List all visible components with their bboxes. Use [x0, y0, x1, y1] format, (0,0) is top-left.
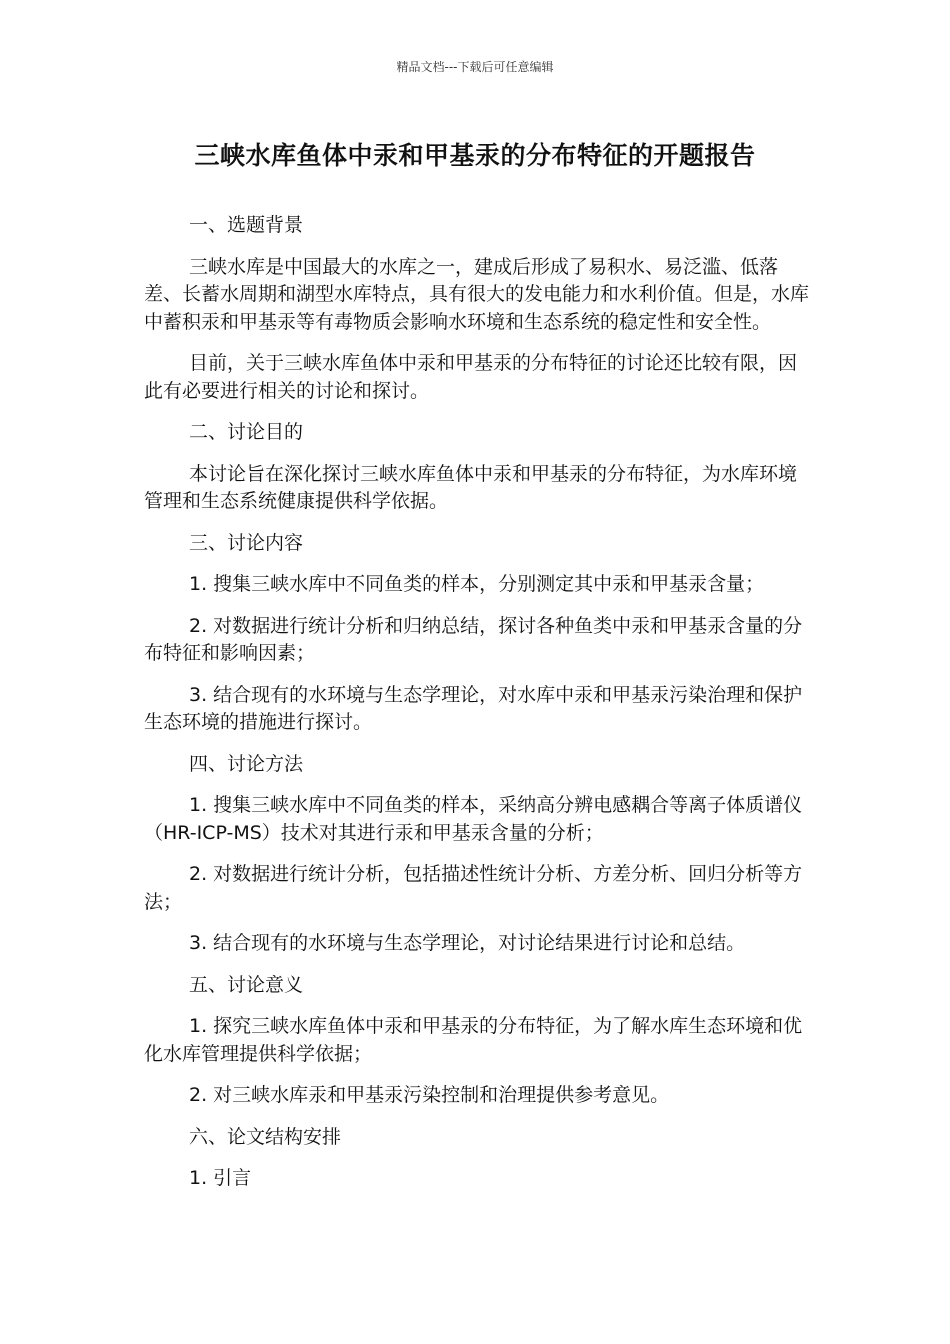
section-heading-background: 一、选题背景 [189, 214, 304, 236]
paragraph: 三峡水库是中国最大的水库之一，建成后形成了易积水、易泛滥、低落差、长蓄水周期和湖型水库特点，具有很大的发电能力和水利价值。但是，水库中蓄积汞和甲基汞等有毒物质会影响水环境和生态系统的稳定性和安全性。 [144, 255, 810, 333]
list-item: 1. 引言 [189, 1167, 252, 1189]
section-heading-significance: 五、讨论意义 [189, 973, 304, 996]
list-item: 1. 探究三峡水库鱼体中汞和甲基汞的分布特征，为了解水库生态环境和优化水库管理提供科学依据； [144, 1015, 803, 1065]
list-item: 1. 搜集三峡水库中不同鱼类的样本，采纳高分辨电感耦合等离子体质谱仪（HR-ICP-MS）技术对其进行汞和甲基汞含量的分析； [144, 794, 803, 844]
document-body [144, 212, 810, 1207]
paragraph: 本讨论旨在深化探讨三峡水库鱼体中汞和甲基汞的分布特征，为水库环境管理和生态系统健康提供科学依据。 [144, 462, 798, 512]
list-item: 2. 对数据进行统计分析和归纳总结，探讨各种鱼类中汞和甲基汞含量的分布特征和影响因素； [144, 614, 803, 664]
list-item: 2. 对数据进行统计分析，包括描述性统计分析、方差分析、回归分析等方法； [144, 863, 803, 913]
section-heading-purpose: 二、讨论目的 [189, 421, 304, 443]
section-heading-content: 三、讨论内容 [189, 531, 304, 554]
page-header: 精品文档---下载后可任意编辑 [396, 60, 554, 74]
list-item: 3. 结合现有的水环境与生态学理论，对讨论结果进行讨论和总结。 [189, 932, 746, 954]
section-heading-methods: 四、讨论方法 [189, 752, 304, 775]
list-item: 2. 对三峡水库汞和甲基汞污染控制和治理提供参考意见。 [189, 1084, 670, 1106]
section-heading-structure: 六、论文结构安排 [189, 1125, 342, 1148]
document-title: 三峡水库鱼体中汞和甲基汞的分布特征的开题报告 [194, 141, 756, 170]
list-item: 1. 搜集三峡水库中不同鱼类的样本，分别测定其中汞和甲基汞含量； [189, 573, 765, 595]
paragraph: 目前，关于三峡水库鱼体中汞和甲基汞的分布特征的讨论还比较有限，因此有必要进行相关的讨论和探讨。 [144, 352, 798, 402]
list-item: 3. 结合现有的水环境与生态学理论，对水库中汞和甲基汞污染治理和保护生态环境的措施进行探讨。 [144, 683, 803, 733]
